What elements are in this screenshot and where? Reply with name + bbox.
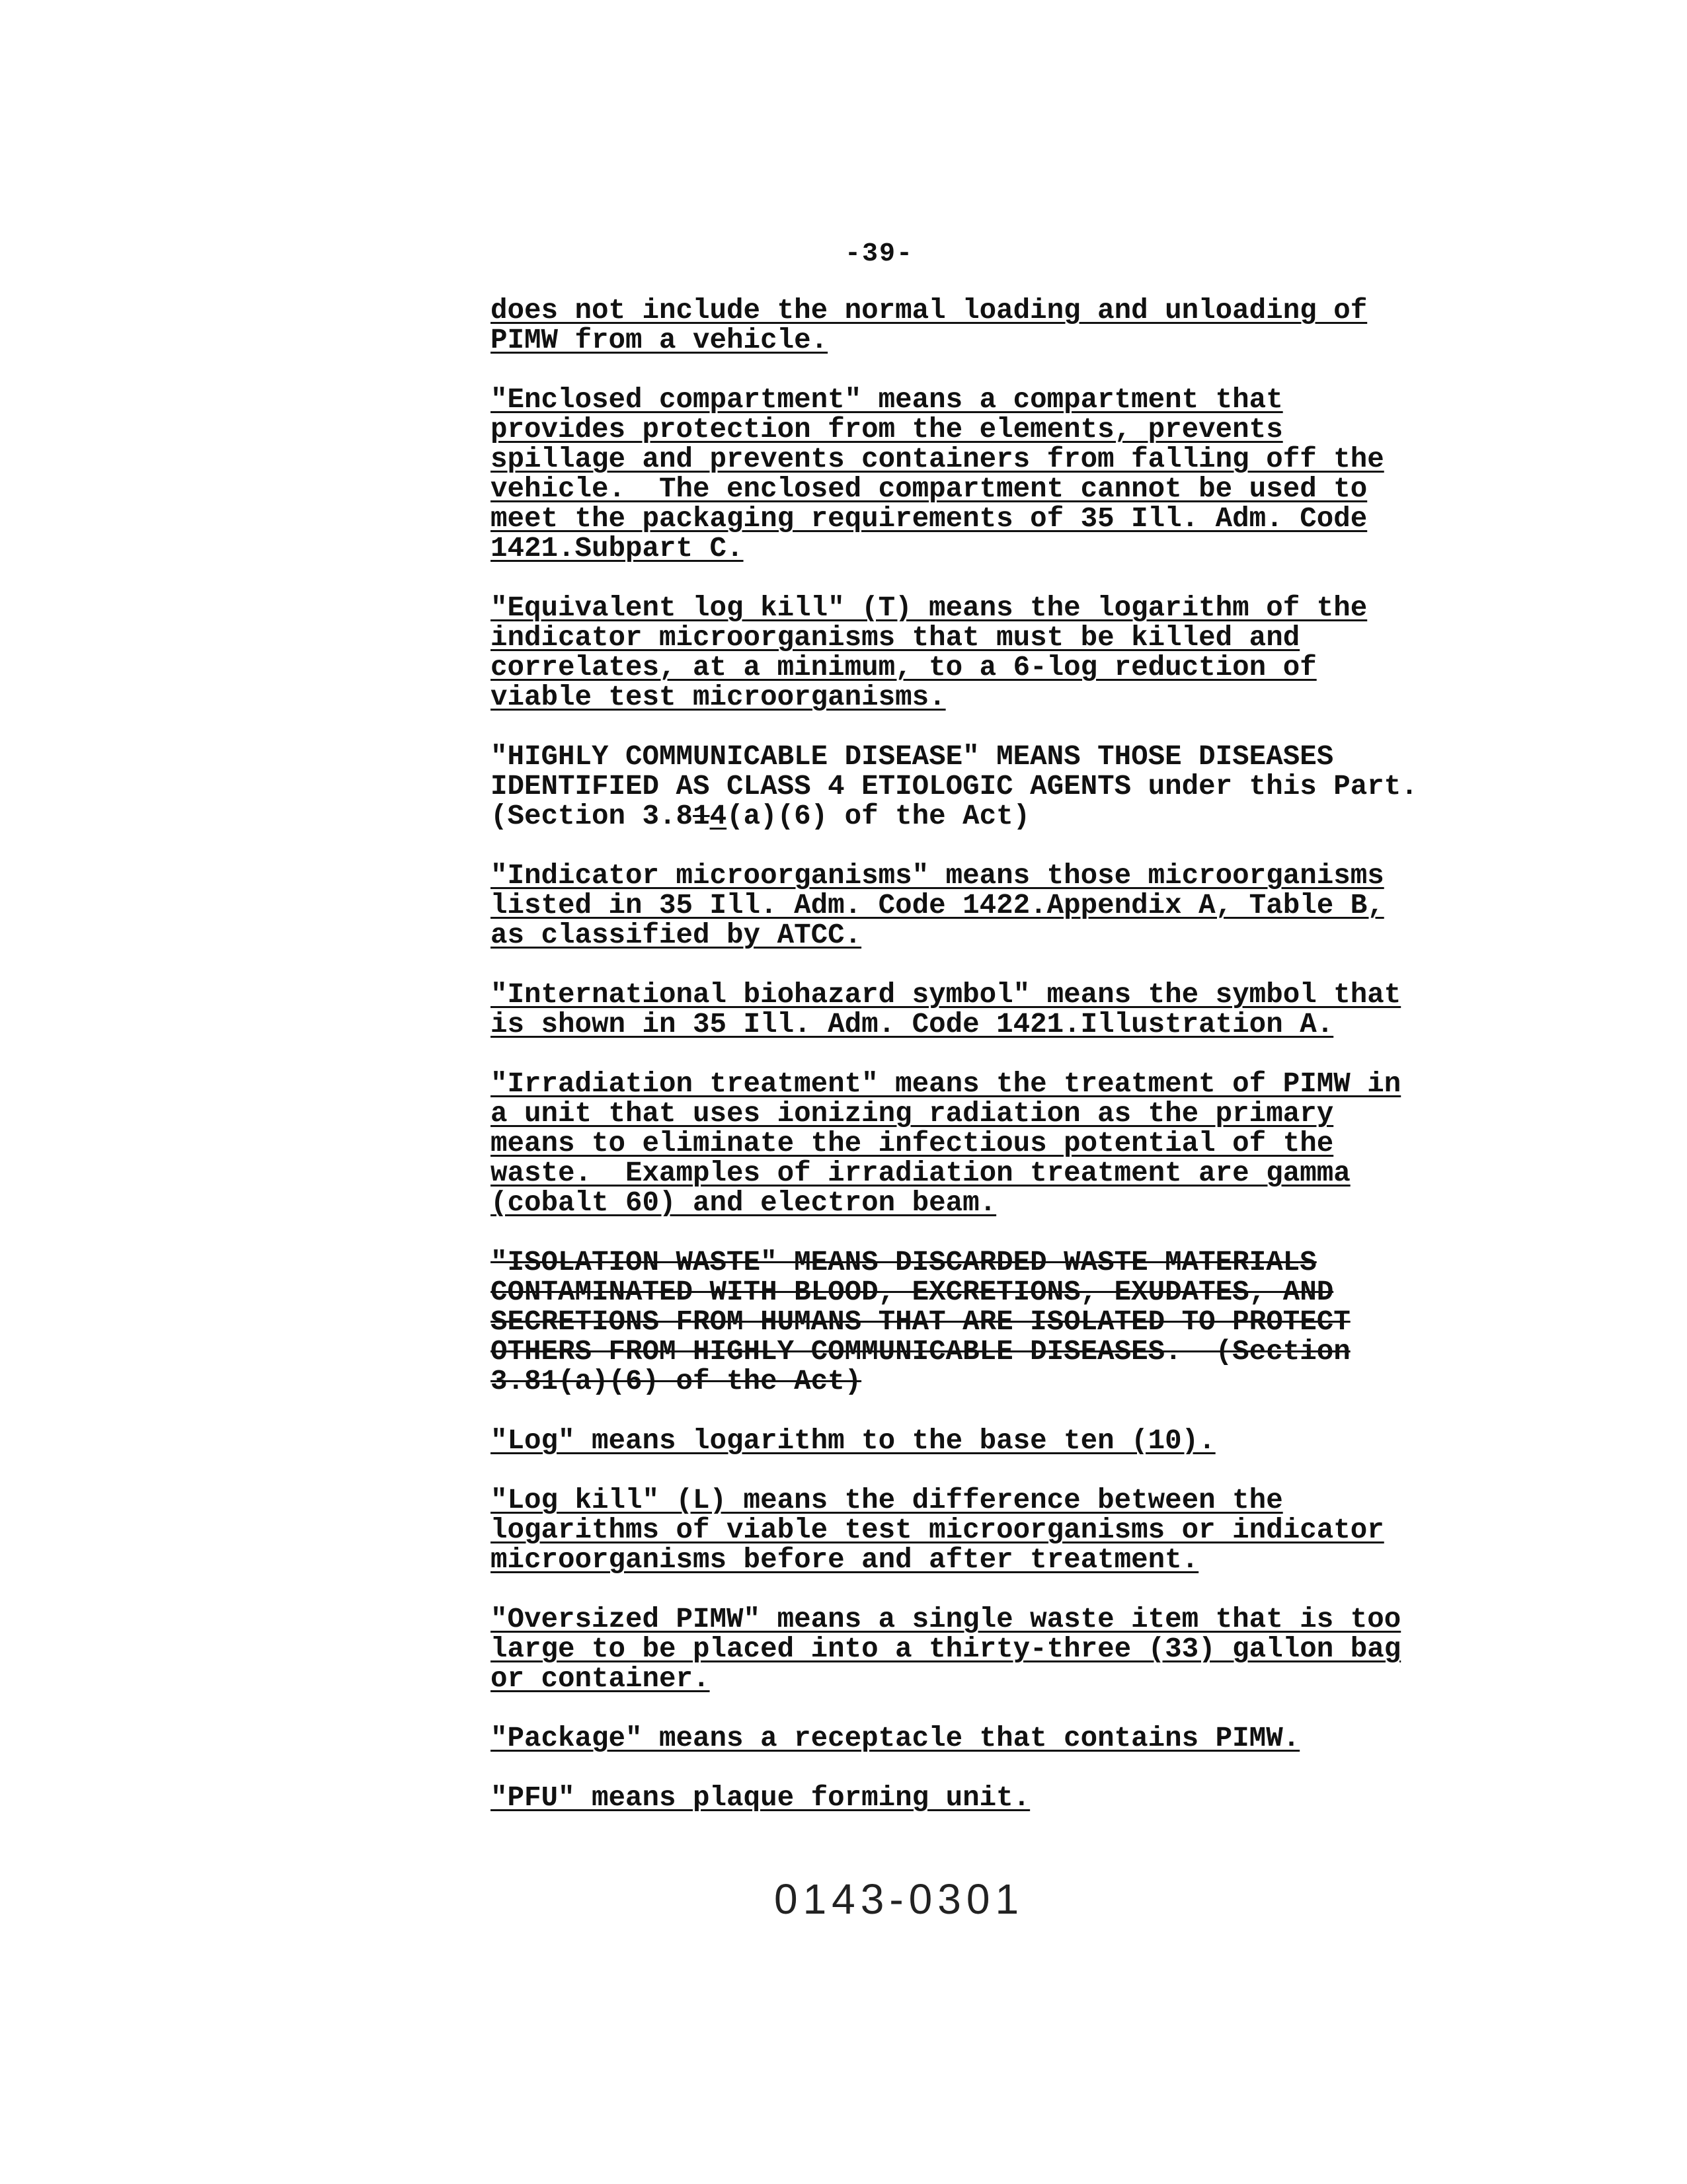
text-line: "Oversized PIMW" means a single waste item that is too xyxy=(490,1604,1401,1635)
page-number: -39- xyxy=(844,239,914,269)
text-line: is shown in 35 Ill. Adm. Code 1421.Illustration A. xyxy=(490,1009,1334,1040)
text-line: indicator microorganisms that must be killed and xyxy=(490,622,1300,654)
text-line: "Equivalent log kill" (T) means the logarithm of the xyxy=(490,592,1368,624)
text-line: (cobalt 60) and electron beam. xyxy=(490,1187,997,1219)
text-line: "Indicator microorganisms" means those microorganisms xyxy=(490,860,1384,892)
definition-log-kill xyxy=(490,1486,1522,1575)
text-line: listed in 35 Ill. Adm. Code 1422.Appendix A, Table B, xyxy=(490,890,1384,921)
text-line: or container. xyxy=(490,1663,710,1695)
text-line: IDENTIFIED AS CLASS 4 ETIOLOGIC AGENTS under this Part. xyxy=(490,771,1418,802)
definition-highly-communicable-disease xyxy=(490,742,1522,832)
text-line: "ISOLATION WASTE" MEANS DISCARDED WASTE MATERIALS xyxy=(490,1247,1317,1278)
definition-log xyxy=(490,1426,1522,1456)
text-line: CONTAMINATED WITH BLOOD, EXCRETIONS, EXUDATES, AND xyxy=(490,1276,1334,1308)
text-line: "Package" means a receptacle that contains PIMW. xyxy=(490,1723,1300,1754)
definition-enclosed-compartment xyxy=(490,385,1522,564)
text-line: "Irradiation treatment" means the treatment of PIMW in xyxy=(490,1068,1401,1100)
text-line: OTHERS FROM HIGHLY COMMUNICABLE DISEASES. (Section xyxy=(490,1336,1351,1368)
text-line: "HIGHLY COMMUNICABLE DISEASE" MEANS THOSE DISEASES xyxy=(490,741,1334,773)
definition-package xyxy=(490,1724,1522,1754)
text-line: does not include the normal loading and unloading of xyxy=(490,295,1368,327)
text-line: SECRETIONS FROM HUMANS THAT ARE ISOLATED TO PROTECT xyxy=(490,1306,1351,1338)
definition-international-biohazard-symbol xyxy=(490,980,1522,1040)
definition-equivalent-log-kill xyxy=(490,594,1522,713)
text-line: large to be placed into a thirty-three (33) gallon bag xyxy=(490,1633,1401,1665)
text-line: waste. Examples of irradiation treatment are gamma xyxy=(490,1157,1351,1189)
definition-indicator-microorganisms xyxy=(490,861,1522,951)
text-line: 3.81(a)(6) of the Act) xyxy=(490,1366,862,1397)
text-line: a unit that uses ionizing radiation as the primary xyxy=(490,1098,1334,1130)
text-line: logarithms of viable test microorganisms or indicator xyxy=(490,1514,1384,1546)
text-line: correlates, at a minimum, to a 6-log reduction of xyxy=(490,652,1317,683)
text-line: "Log kill" (L) means the difference between the xyxy=(490,1485,1283,1516)
text-line: meet the packaging requirements of 35 Ill. Adm. Code xyxy=(490,503,1368,535)
text-line-post: (a)(6) of the Act) xyxy=(726,800,1031,832)
text-line: as classified by ATCC. xyxy=(490,919,862,951)
text-line: "International biohazard symbol" means the symbol that xyxy=(490,979,1401,1011)
text-line: "PFU" means plaque forming unit. xyxy=(490,1782,1031,1814)
definition-irradiation-treatment xyxy=(490,1070,1522,1218)
text-line: provides protection from the elements, prevents xyxy=(490,414,1283,446)
text-line: "Log" means logarithm to the base ten (10). xyxy=(490,1425,1216,1457)
text-line: viable test microorganisms. xyxy=(490,682,946,713)
text-line: 1421.Subpart C. xyxy=(490,533,744,565)
text-line: vehicle. The enclosed compartment cannot be used to xyxy=(490,473,1368,505)
definition-oversized-pimw xyxy=(490,1605,1522,1694)
definition-isolation-waste-deleted xyxy=(490,1248,1522,1397)
deleted-digit: 1 xyxy=(693,800,710,832)
text-line: "Enclosed compartment" means a compartment that xyxy=(490,384,1283,416)
text-line-pre: (Section 3.8 xyxy=(490,800,693,832)
text-line: means to eliminate the infectious potential of the xyxy=(490,1128,1334,1159)
definition-pfu xyxy=(490,1783,1522,1813)
definition-continuation xyxy=(490,296,1522,356)
definitions-body xyxy=(490,296,1522,1813)
text-line: spillage and prevents containers from falling off the xyxy=(490,444,1384,475)
text-line: microorganisms before and after treatment. xyxy=(490,1544,1199,1576)
document-id-stamp: 0143-0301 xyxy=(773,1875,1025,1923)
inserted-digit: 4 xyxy=(709,800,727,832)
text-line: PIMW from a vehicle. xyxy=(490,325,828,356)
